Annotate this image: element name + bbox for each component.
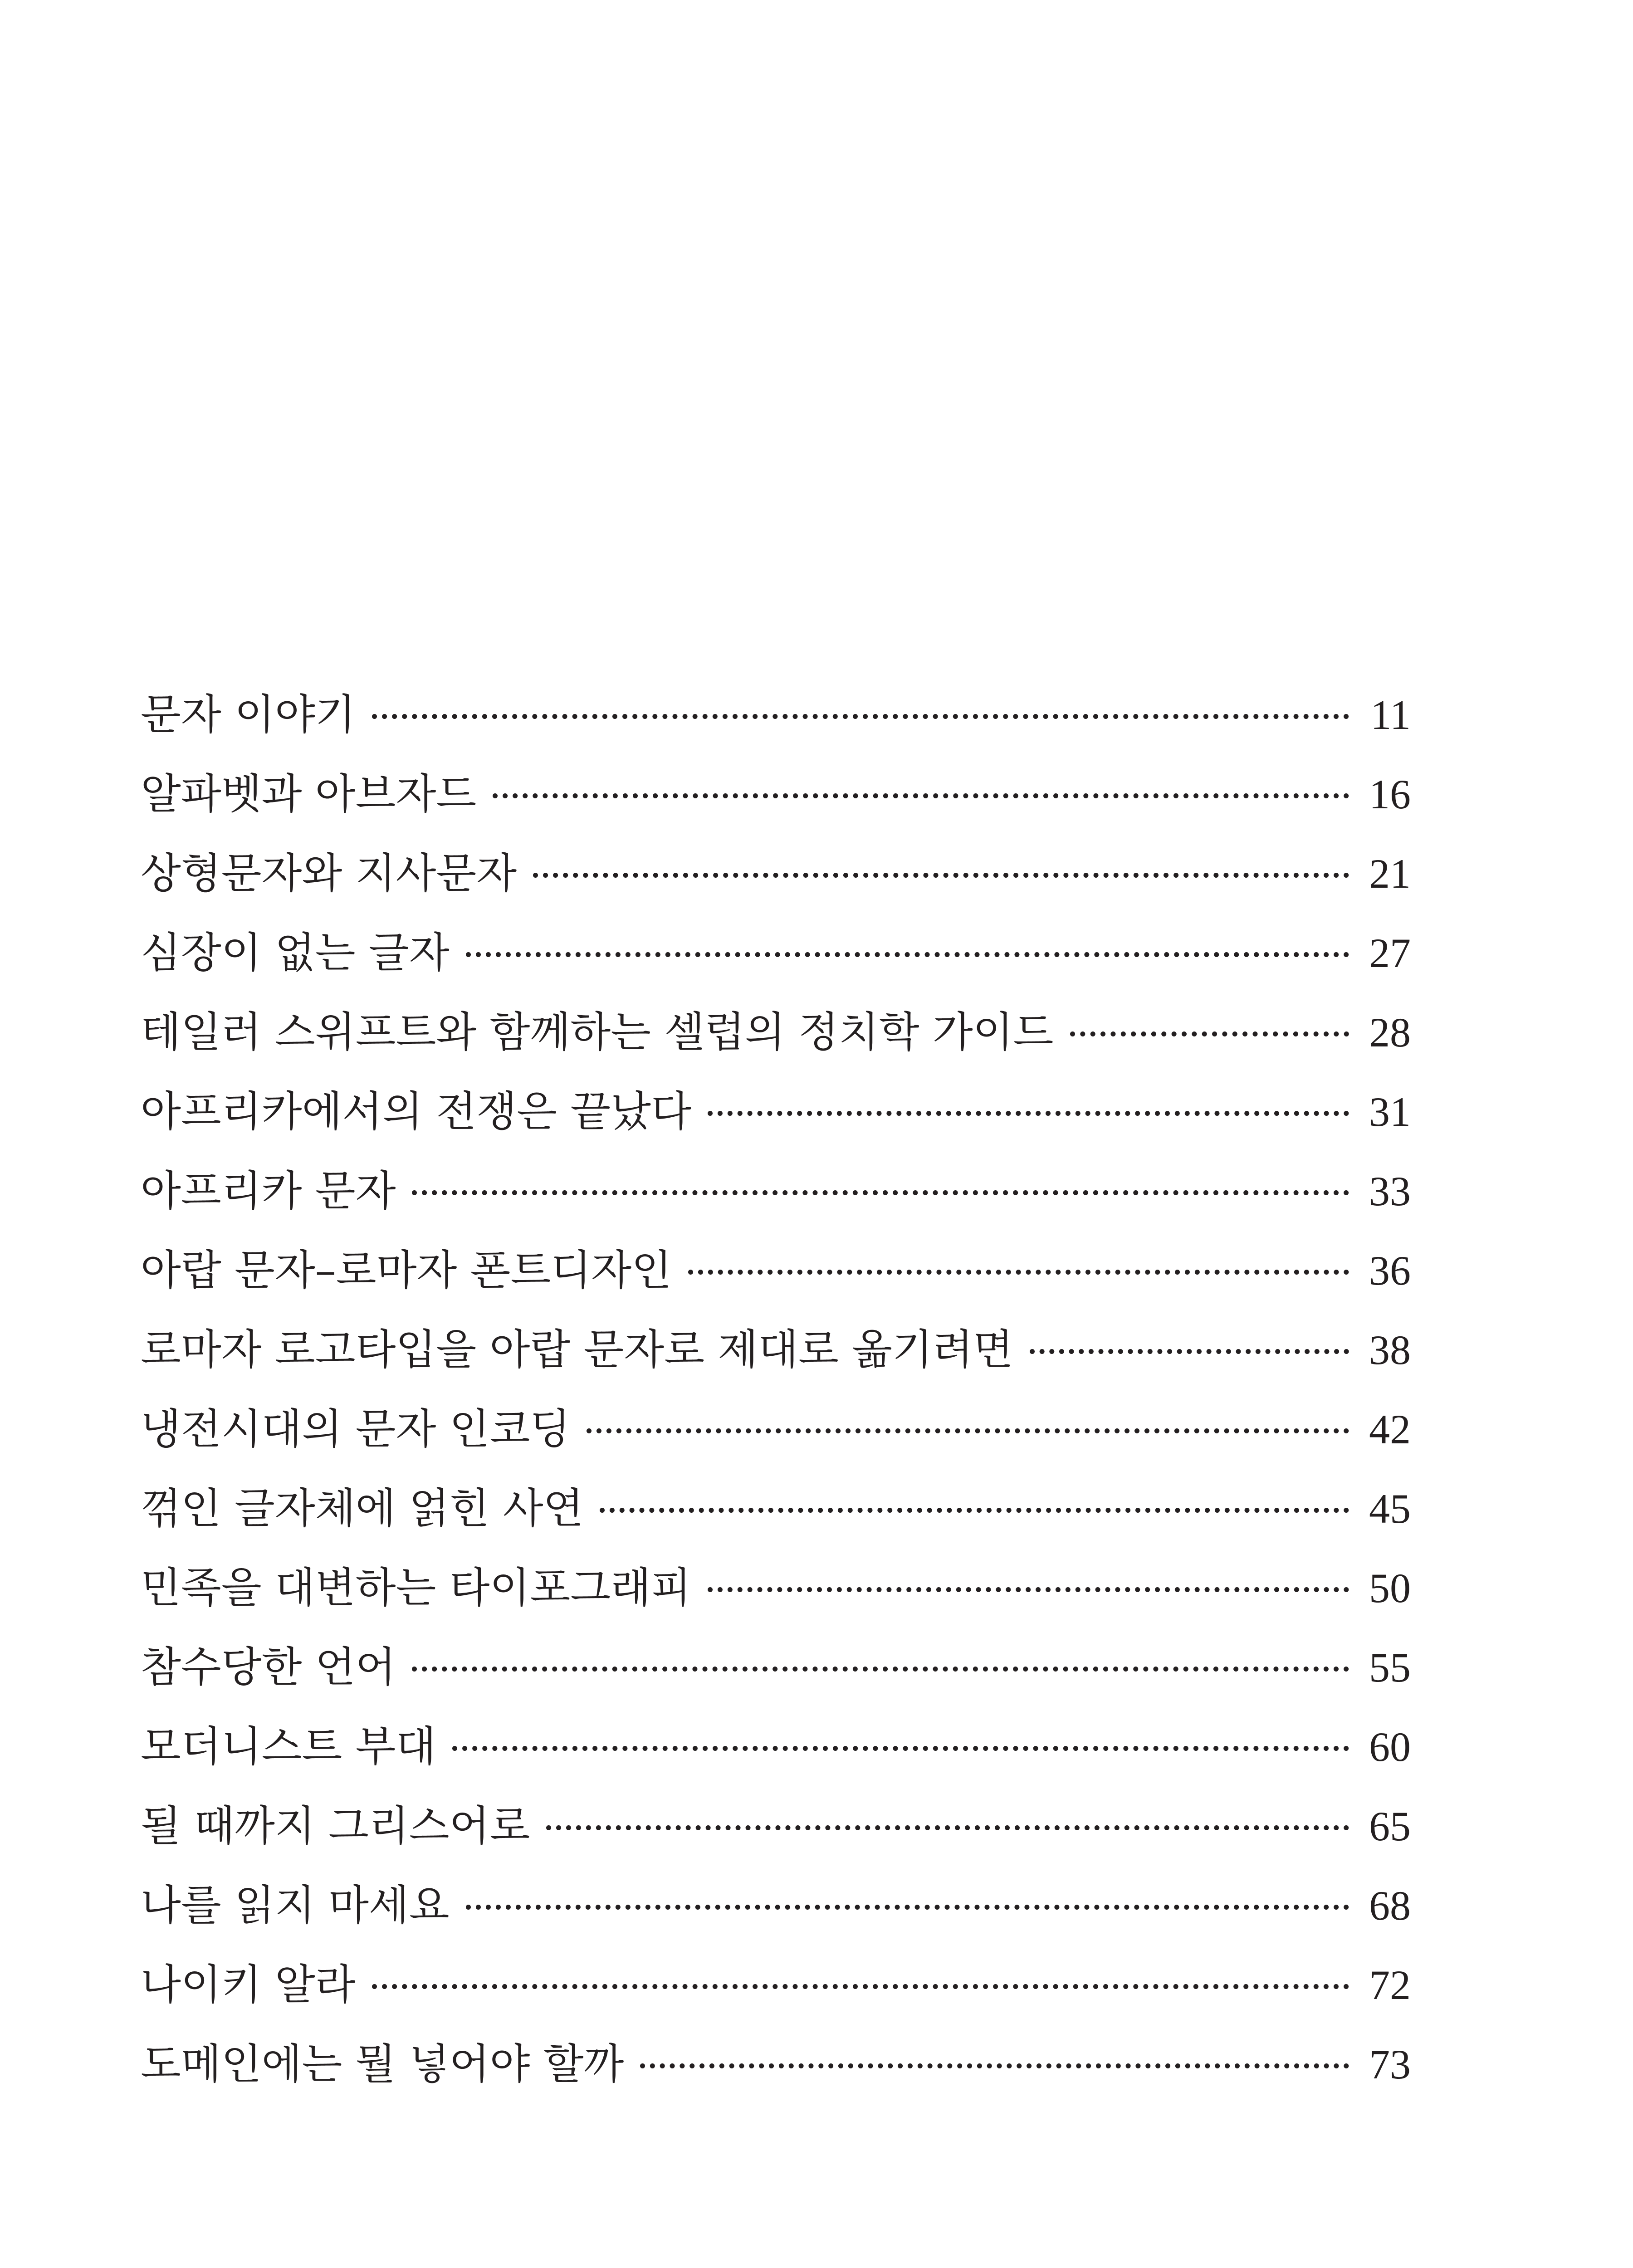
toc-entry-page: 21 [1369,850,1411,897]
toc-entry-title: 상형문자와 지사문자 [141,849,517,898]
toc-entry [141,1231,1411,1310]
dot-leader [412,1667,1349,1672]
toc-entry [141,1945,1411,2024]
toc-entry [141,1389,1411,1469]
toc-entry [141,1310,1411,1389]
toc-entry [141,1786,1411,1866]
toc-entry-title: 참수당한 언어 [141,1643,396,1691]
toc-entry [141,1548,1411,1628]
dot-leader [1070,1031,1349,1036]
table-of-contents [141,675,1411,2104]
toc-entry-title: 민족을 대변하는 타이포그래피 [141,1564,691,1612]
toc-entry-page: 65 [1369,1803,1411,1849]
toc-entry [141,834,1411,913]
dot-leader [587,1428,1349,1433]
toc-entry [141,1151,1411,1231]
toc-entry [141,1707,1411,1786]
dot-leader [600,1508,1349,1513]
toc-entry-page: 50 [1369,1565,1411,1611]
dot-leader [412,1190,1349,1195]
toc-entry-title: 나이키 알라 [141,1960,356,2009]
toc-entry-page: 73 [1369,2041,1411,2087]
dot-leader [1030,1349,1349,1354]
toc-entry-title: 테일러 스위프트와 함께하는 셀럽의 정치학 가이드 [141,1008,1054,1056]
toc-entry-title: 나를 읽지 마세요 [141,1881,450,1930]
toc-entry-page: 72 [1369,1962,1411,2008]
toc-entry-title: 도메인에는 뭘 넣어야 할까 [141,2040,624,2088]
toc-entry-title: 아랍 문자–로마자 폰트디자인 [141,1246,672,1295]
toc-entry-page: 31 [1369,1089,1411,1135]
toc-entry-title: 로마자 로고타입을 아랍 문자로 제대로 옮기려면 [141,1325,1013,1374]
toc-entry-page: 27 [1369,930,1411,976]
toc-entry-title: 모더니스트 부대 [141,1722,436,1771]
toc-entry [141,1628,1411,1707]
toc-entry [141,754,1411,834]
toc-entry [141,1469,1411,1548]
toc-entry-page: 33 [1369,1168,1411,1214]
toc-entry [141,1072,1411,1151]
toc-entry-page: 28 [1369,1009,1411,1056]
toc-entry-page: 68 [1369,1882,1411,1929]
toc-entry-title: 아프리카 문자 [141,1167,396,1215]
dot-leader [466,1905,1349,1910]
toc-entry-page: 42 [1369,1406,1411,1452]
dot-leader [493,793,1349,798]
dot-leader [688,1270,1349,1275]
dot-leader [640,2063,1349,2068]
toc-entry-page: 38 [1369,1327,1411,1373]
dot-leader [708,1587,1349,1592]
toc-entry [141,2024,1411,2104]
toc-entry-title: 문자 이야기 [141,690,356,739]
toc-entry-page: 60 [1369,1724,1411,1770]
toc-entry-page: 11 [1370,692,1411,738]
dot-leader [466,952,1349,957]
toc-entry-title: 될 때까지 그리스어로 [141,1802,530,1850]
toc-entry-page: 16 [1369,771,1411,817]
toc-entry-title: 꺾인 글자체에 얽힌 사연 [141,1484,584,1533]
dot-leader [372,714,1349,719]
toc-entry-title: 아프리카에서의 전쟁은 끝났다 [141,1087,691,1136]
toc-entry-page: 45 [1369,1486,1411,1532]
dot-leader [372,1984,1349,1989]
toc-entry [141,675,1411,754]
toc-entry [141,992,1411,1072]
toc-entry-page: 55 [1369,1644,1411,1691]
toc-entry-page: 36 [1369,1247,1411,1294]
toc-entry-title: 냉전시대의 문자 인코딩 [141,1405,571,1453]
dot-leader [546,1825,1349,1830]
toc-entry [141,913,1411,992]
toc-entry-title: 알파벳과 아브자드 [141,770,477,818]
dot-leader [533,873,1349,878]
dot-leader [708,1111,1349,1116]
dot-leader [452,1746,1349,1751]
toc-entry [141,1866,1411,1945]
toc-entry-title: 심장이 없는 글자 [141,929,450,977]
